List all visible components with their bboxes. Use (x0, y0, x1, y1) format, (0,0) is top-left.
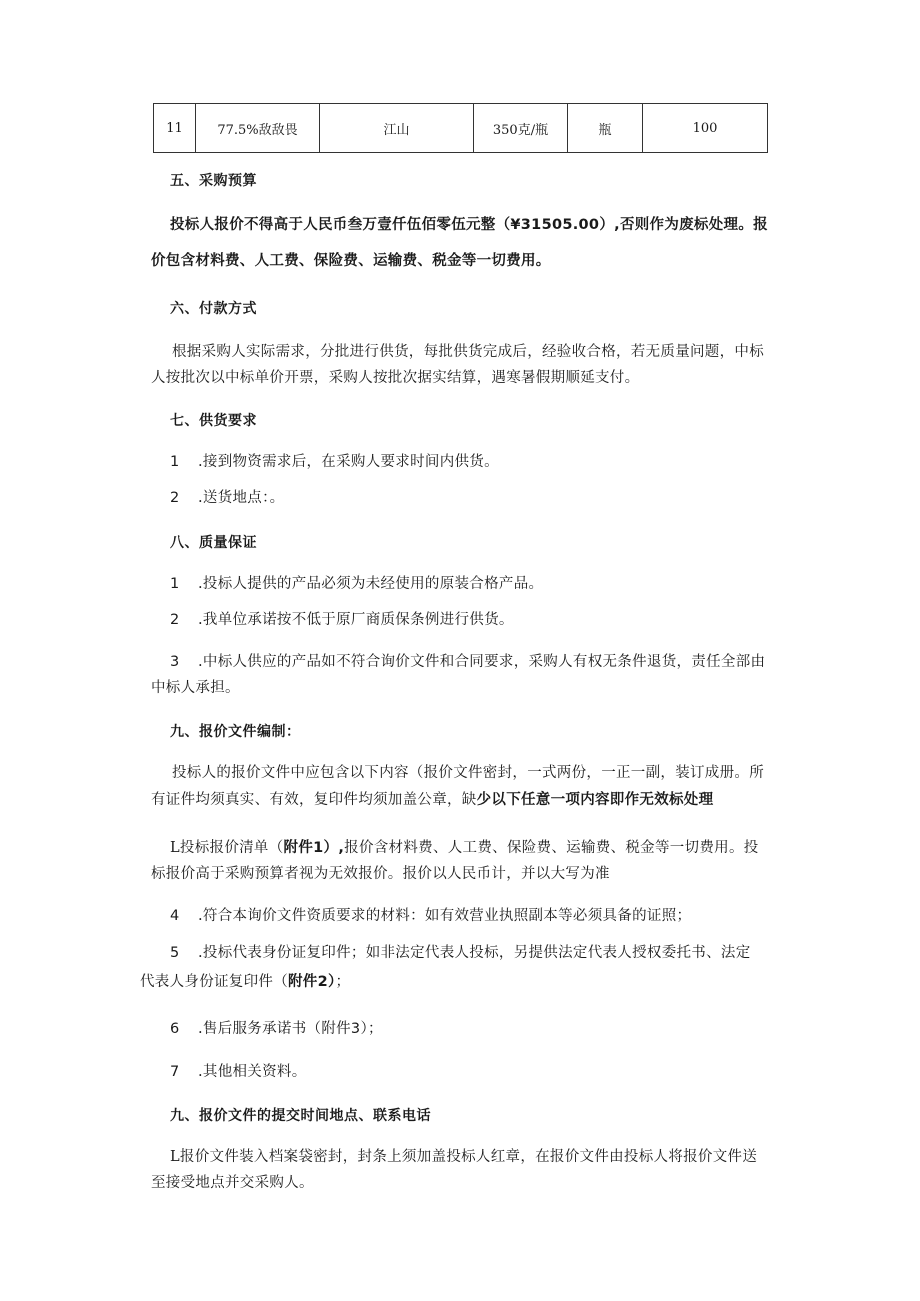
section-heading-supply: 七、供货要求 (170, 413, 257, 429)
section-heading-quote-docs: 九、报价文件编制： (170, 724, 301, 740)
list-item (170, 943, 751, 963)
list-item (170, 488, 284, 508)
item-table (153, 103, 768, 153)
cell-name: 77.5%敌敌畏 (196, 104, 320, 153)
paragraph (170, 215, 768, 235)
section-heading-payment: 六、付款方式 (170, 301, 257, 317)
paragraph: 投标人的报价文件中应包含以下内容（报价文件密封，一式两份，一正一副，装订成册。所 (172, 765, 764, 781)
list-text: .投标人提供的产品必须为未经使用的原装合格产品。 (198, 576, 544, 592)
list-item (170, 610, 514, 630)
paragraph: 根据采购人实际需求，分批进行供货，每批供货完成后，经验收合格，若无质量问题，中标 (172, 344, 764, 360)
attachment-ref: 附件3） (321, 1021, 368, 1037)
list-number: 6 (170, 1021, 180, 1037)
list-text: ； (335, 974, 351, 990)
list-text: .中标人供应的产品如不符合询价文件和合同要求，采购人有权无条件退货，责任全部由 (198, 654, 766, 670)
list-number: 3 (170, 654, 180, 670)
list-item-continuation: 中标人承担。 (151, 680, 240, 696)
invalid-bid-warning: 少以下任意一项内容即作无效标处理 (476, 792, 714, 808)
list-text: .我单位承诺按不低于原厂商质保条例进行供货。 (198, 612, 514, 628)
list-text: L投标报价清单（ (170, 840, 284, 856)
list-number: 2 (170, 612, 180, 628)
budget-amount-text: 投标人报价不得高于人民币叁万壹仟伍佰零伍元整（¥31505.00）, (170, 217, 620, 233)
list-item (170, 1019, 383, 1039)
list-text: .符合本询价文件资质要求的材料：如有效营业执照副本等必须具备的证照； (198, 908, 692, 924)
list-item (170, 452, 499, 472)
paragraph: 价包含材料费、人工费、保险费、运输费、税金等一切费用。 (151, 253, 551, 269)
list-item-continuation: 标报价高于采购预算者视为无效报价。报价以人民币计，并以大写为准 (151, 866, 610, 882)
list-number: 1 (170, 454, 180, 470)
list-item-continuation (140, 972, 350, 992)
list-text: .其他相关资料。 (198, 1064, 307, 1080)
list-item (170, 906, 691, 926)
list-number: 7 (170, 1064, 180, 1080)
cell-qty: 100 (643, 104, 768, 153)
budget-tail-text: 否则作为废标处理。报 (619, 217, 768, 233)
list-item (170, 652, 765, 672)
list-text: 报价含材料费、人工费、保险费、运输费、税金等一切费用。投 (344, 840, 759, 856)
list-text: 代表人身份证复印件（ (140, 974, 288, 990)
list-item (170, 574, 543, 594)
list-number: 4 (170, 908, 180, 924)
list-number: 2 (170, 490, 180, 506)
list-text: ； (368, 1021, 383, 1037)
table-row (154, 104, 768, 153)
list-item (170, 1062, 307, 1082)
list-number: 1 (170, 576, 180, 592)
cell-unit: 瓶 (568, 104, 643, 153)
list-text: .投标代表身份证复印件；如非法定代表人投标，另提供法定代表人授权委托书、法定 (198, 945, 751, 961)
paragraph: L报价文件装入档案袋密封，封条上须加盖投标人红章，在报价文件由投标人将报价文件送 (170, 1149, 758, 1165)
paragraph-text: 有证件均须真实、有效，复印件均须加盖公章，缺 (151, 792, 477, 808)
list-text: .接到物资需求后，在采购人要求时间内供货。 (198, 454, 499, 470)
list-text: .售后服务承诺书（ (198, 1021, 322, 1037)
cell-no: 11 (154, 104, 196, 153)
section-heading-quality: 八、质量保证 (170, 535, 257, 551)
paragraph (151, 790, 713, 810)
cell-spec: 350克/瓶 (474, 104, 568, 153)
paragraph: 人按批次以中标单价开票，采购人按批次据实结算，遇寒暑假期顺延支付。 (151, 370, 640, 386)
cell-brand: 江山 (320, 104, 474, 153)
attachment-ref: 附件2） (288, 974, 336, 990)
list-number: 5 (170, 945, 180, 961)
section-heading-submission: 九、报价文件的提交时间地点、联系电话 (170, 1108, 431, 1124)
attachment-ref: 附件1）, (283, 840, 345, 856)
paragraph: 至接受地点并交采购人。 (151, 1175, 314, 1191)
section-heading-budget: 五、采购预算 (170, 173, 257, 189)
list-item (170, 838, 759, 858)
list-text: .送货地点：。 (198, 490, 285, 506)
